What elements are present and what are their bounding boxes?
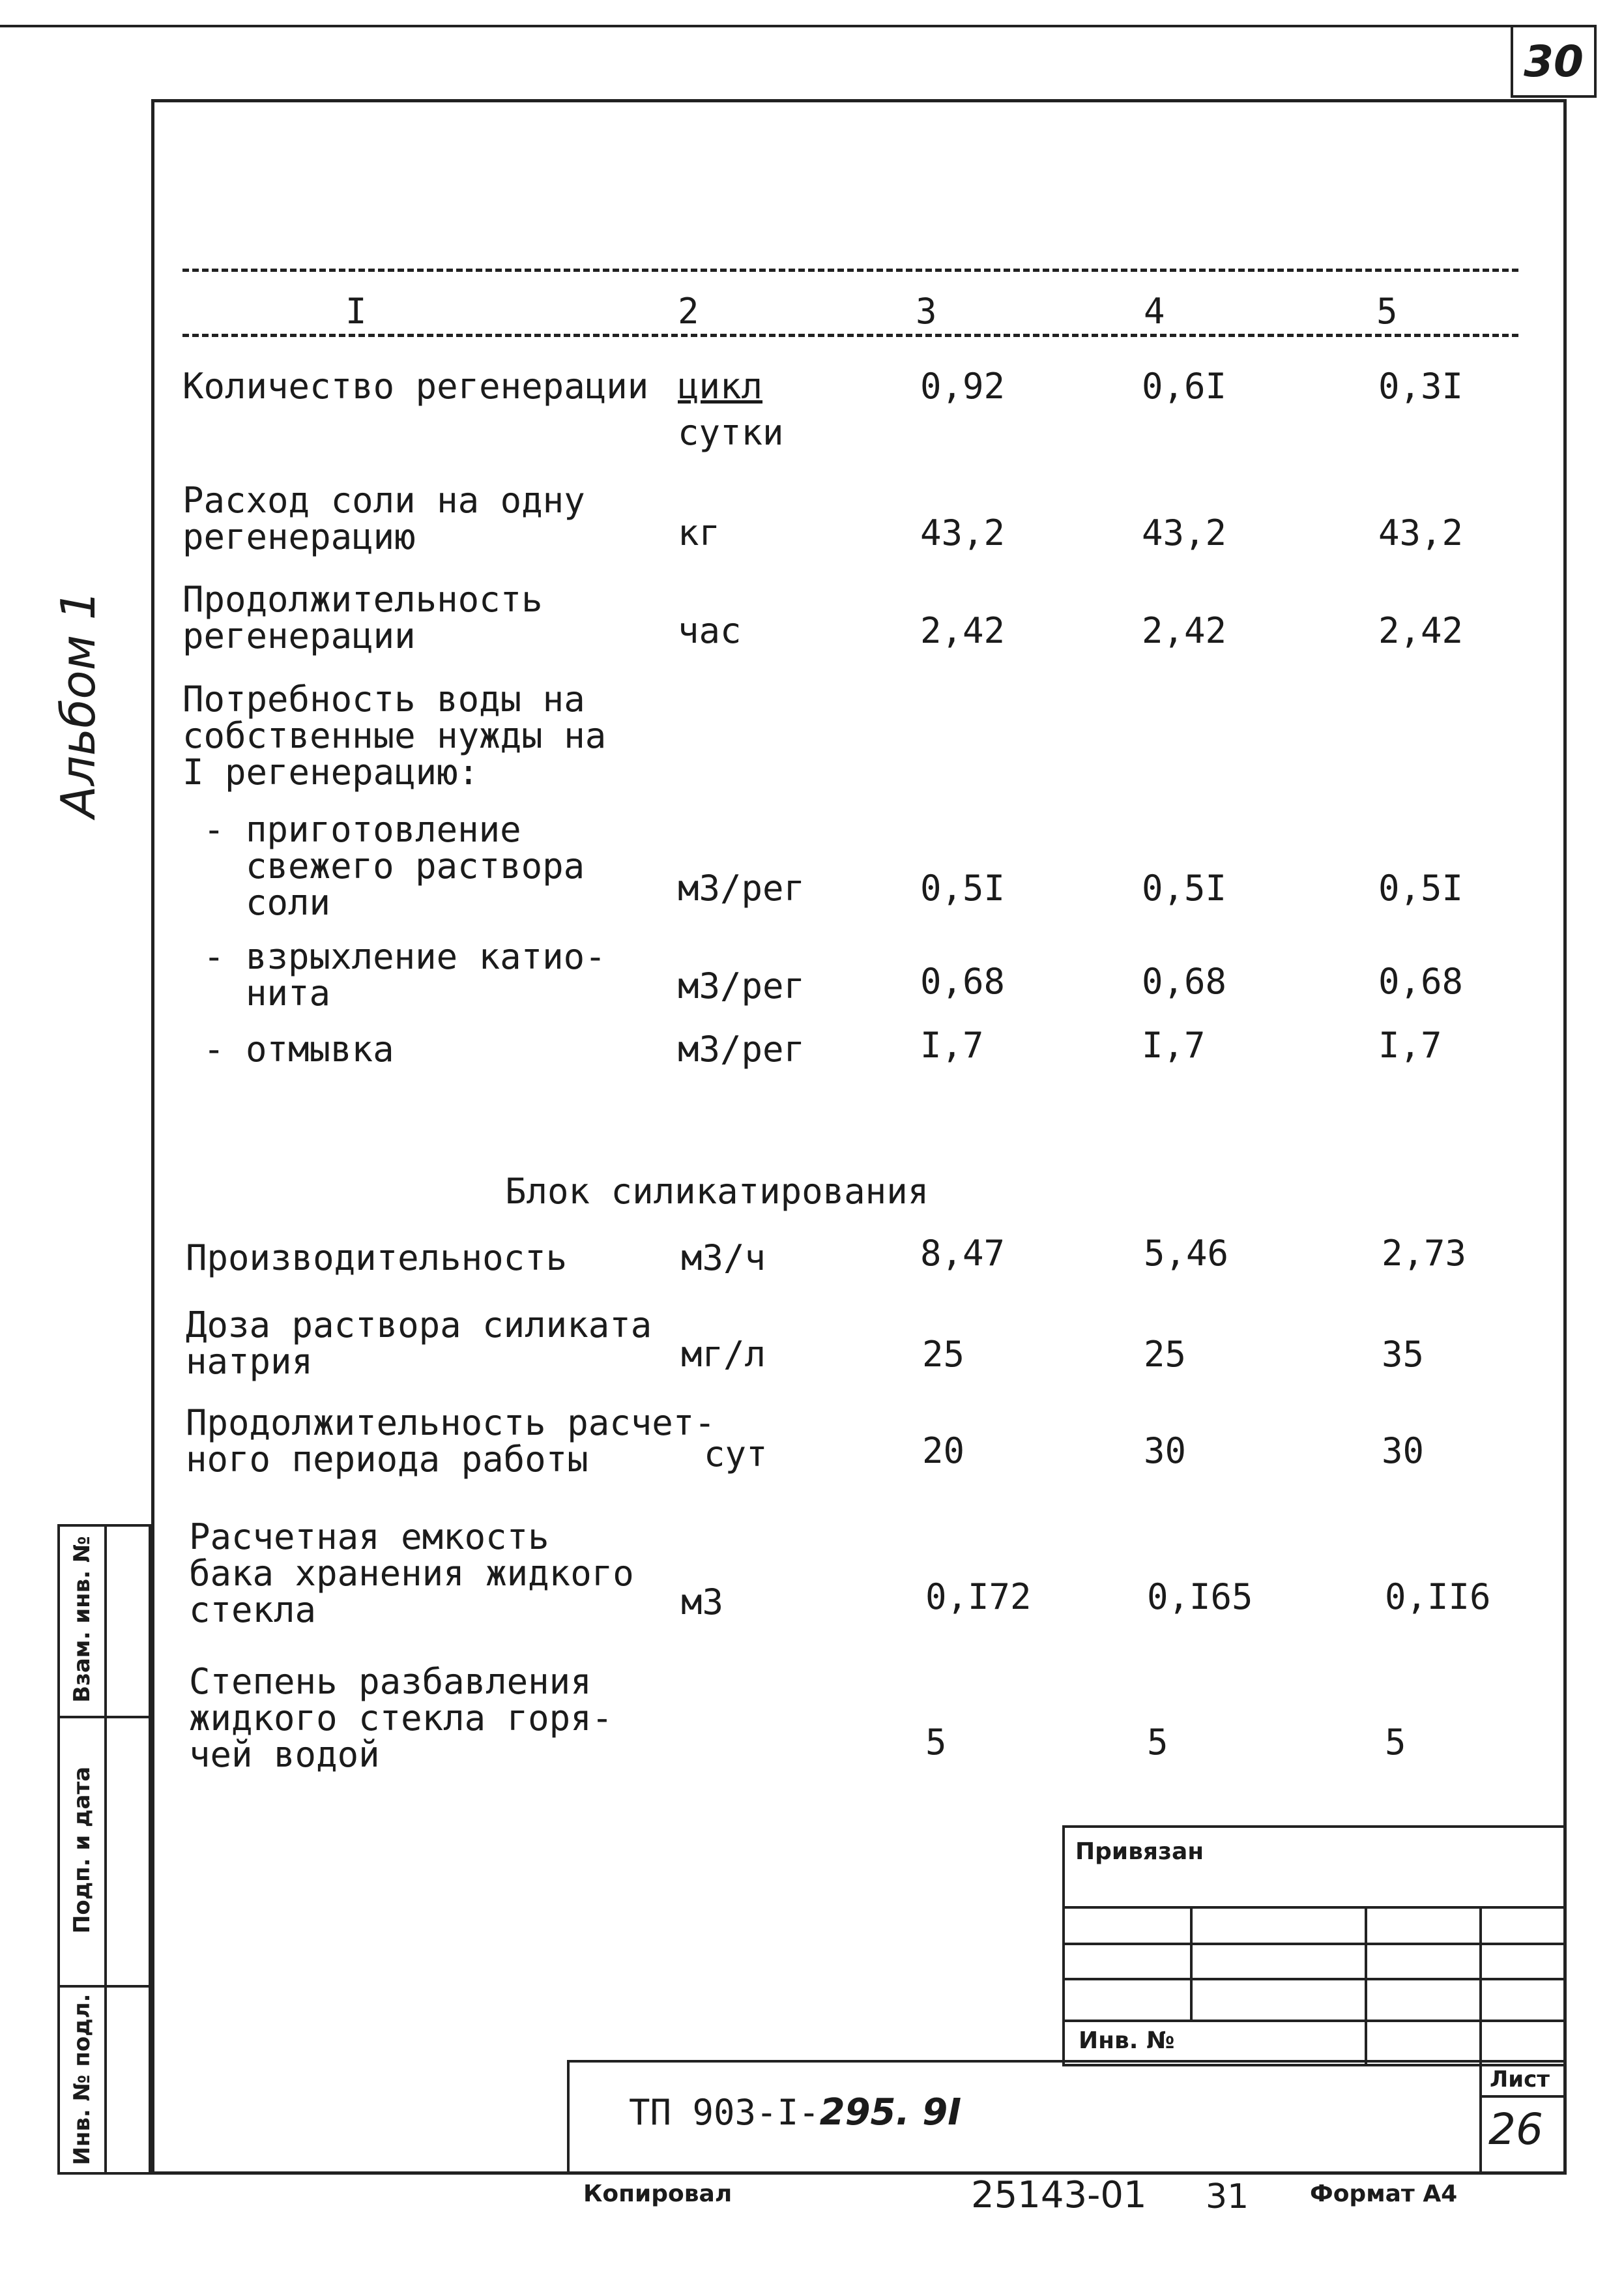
row-regen-count-v5: 0,3I	[1378, 366, 1464, 407]
doc-code	[629, 2091, 961, 2134]
page-number-box	[1511, 25, 1597, 98]
row-prep-name: - приготовление свежего раствора соли	[203, 809, 585, 923]
row-loosening-name: - взрыхление катио- нита	[203, 936, 606, 1014]
row-duration-v3: 2,42	[920, 610, 1006, 651]
row-tank-unit: м3	[681, 1581, 724, 1623]
list-label: Лист	[1490, 2066, 1550, 2093]
row-rinse-name: - отмывка	[203, 1029, 394, 1070]
kopiroval-label: Копировал	[583, 2181, 732, 2207]
row-salt-name: Расход соли на одну регенерацию	[182, 480, 585, 557]
row-capacity-v3: 8,47	[920, 1233, 1006, 1274]
row-capacity-v5: 2,73	[1382, 1233, 1467, 1274]
row-dilution-v3: 5	[925, 1722, 947, 1763]
column-header-2: 2	[678, 291, 699, 332]
doc-code-divider	[1479, 2060, 1482, 2175]
row-rinse-v3: I,7	[920, 1025, 984, 1066]
row-prep-v4: 0,5I	[1142, 868, 1227, 909]
tb-vline-1	[1190, 1906, 1193, 2020]
row-capacity-name: Производительность	[186, 1237, 568, 1278]
column-header-1: I	[345, 291, 367, 332]
privyazan-label: Привязан	[1075, 1838, 1204, 1865]
row-rinse-v4: I,7	[1142, 1025, 1206, 1066]
row-regen-count-unit-num: цикл	[678, 366, 763, 407]
row-period-unit: сут	[704, 1433, 768, 1475]
row-regen-count-name: Количество регенерации	[182, 366, 649, 407]
album-label: Альбом 1	[51, 590, 106, 818]
tb-hline-1	[1062, 1906, 1567, 1909]
doc-code-suffix: 295. 9I	[819, 2091, 962, 2134]
row-salt-v5: 43,2	[1378, 512, 1464, 553]
row-tank-v5: 0,II6	[1385, 1576, 1491, 1617]
format-label: Формат А4	[1310, 2181, 1458, 2207]
row-capacity-unit: м3/ч	[681, 1237, 766, 1278]
row-rinse-unit: м3/рег	[678, 1029, 805, 1070]
row-prep-unit: м3/рег	[678, 868, 805, 909]
row-tank-v3: 0,I72	[925, 1576, 1032, 1617]
archive-sheet: 31	[1206, 2177, 1249, 2216]
row-prep-v5: 0,5I	[1378, 868, 1464, 909]
inv-no-label: Инв. №	[1079, 2027, 1175, 2054]
tb-vline-3	[1479, 1906, 1482, 2066]
row-dose-name: Доза раствора силиката натрия	[186, 1304, 652, 1382]
row-dilution-v5: 5	[1385, 1722, 1406, 1763]
row-duration-name: Продолжительность регенерации	[182, 579, 543, 656]
vzam-inv-label: Взам. инв. №	[69, 1536, 95, 1703]
podp-data-label: Подп. и дата	[69, 1766, 95, 1934]
row-dose-v3: 25	[922, 1334, 965, 1375]
row-loosening-v5: 0,68	[1378, 961, 1464, 1002]
left-strip-divider-1	[57, 1716, 151, 1718]
row-duration-v5: 2,42	[1378, 610, 1464, 651]
tb-hline-4	[1062, 2020, 1567, 2022]
inv-podl-label: Инв. № подл.	[69, 1993, 95, 2166]
row-tank-name: Расчетная емкость бака хранения жидкого стекла	[189, 1516, 634, 1630]
row-salt-unit: кг	[678, 512, 721, 553]
header-top-dashed-line	[182, 269, 1518, 272]
row-rinse-v5: I,7	[1378, 1025, 1442, 1066]
row-loosening-v4: 0,68	[1142, 961, 1227, 1002]
tb-hline-2	[1062, 1943, 1567, 1945]
header-bottom-dashed-line	[182, 334, 1518, 337]
row-duration-v4: 2,42	[1142, 610, 1227, 651]
top-border-line	[0, 25, 1518, 27]
left-strip-divider-2	[57, 1985, 151, 1988]
row-period-v4: 30	[1144, 1430, 1187, 1471]
row-duration-unit: час	[678, 610, 742, 651]
row-salt-v4: 43,2	[1142, 512, 1227, 553]
row-dilution-v4: 5	[1147, 1722, 1168, 1763]
row-dose-unit: мг/л	[681, 1334, 766, 1375]
row-capacity-v4: 5,46	[1144, 1233, 1229, 1274]
page-number: 30	[1524, 36, 1584, 87]
section-title: Блок силикатирования	[505, 1171, 929, 1212]
tb-vline-2	[1365, 1906, 1367, 2066]
row-prep-v3: 0,5I	[920, 868, 1006, 909]
row-tank-v4: 0,I65	[1147, 1576, 1253, 1617]
column-header-4: 4	[1144, 291, 1165, 332]
row-regen-count-unit-den: сутки	[678, 412, 784, 453]
list-number: 26	[1488, 2104, 1543, 2154]
row-dose-v4: 25	[1144, 1334, 1187, 1375]
row-salt-v3: 43,2	[920, 512, 1006, 553]
row-dilution-name: Степень разбавления жидкого стекла горя- чей водой	[189, 1661, 613, 1775]
column-header-3: 3	[916, 291, 937, 332]
column-header-5: 5	[1376, 291, 1398, 332]
doc-code-prefix: ТП 903-I-	[629, 2092, 820, 2133]
row-regen-count-v3: 0,92	[920, 366, 1006, 407]
archive-number: 25143-01	[971, 2174, 1147, 2216]
row-water-need-name: Потребность воды на собственные нужды на I регенерацию:	[182, 679, 607, 793]
row-dose-v5: 35	[1382, 1334, 1425, 1375]
row-period-name: Продолжительность расчет- ного периода работы	[186, 1402, 716, 1480]
tb-hline-3	[1062, 1978, 1567, 1980]
row-regen-count-v4: 0,6I	[1142, 366, 1227, 407]
row-loosening-unit: м3/рег	[678, 965, 805, 1006]
row-period-v3: 20	[922, 1430, 965, 1471]
row-period-v5: 30	[1382, 1430, 1425, 1471]
row-loosening-v3: 0,68	[920, 961, 1006, 1002]
list-divider	[1479, 2095, 1567, 2098]
